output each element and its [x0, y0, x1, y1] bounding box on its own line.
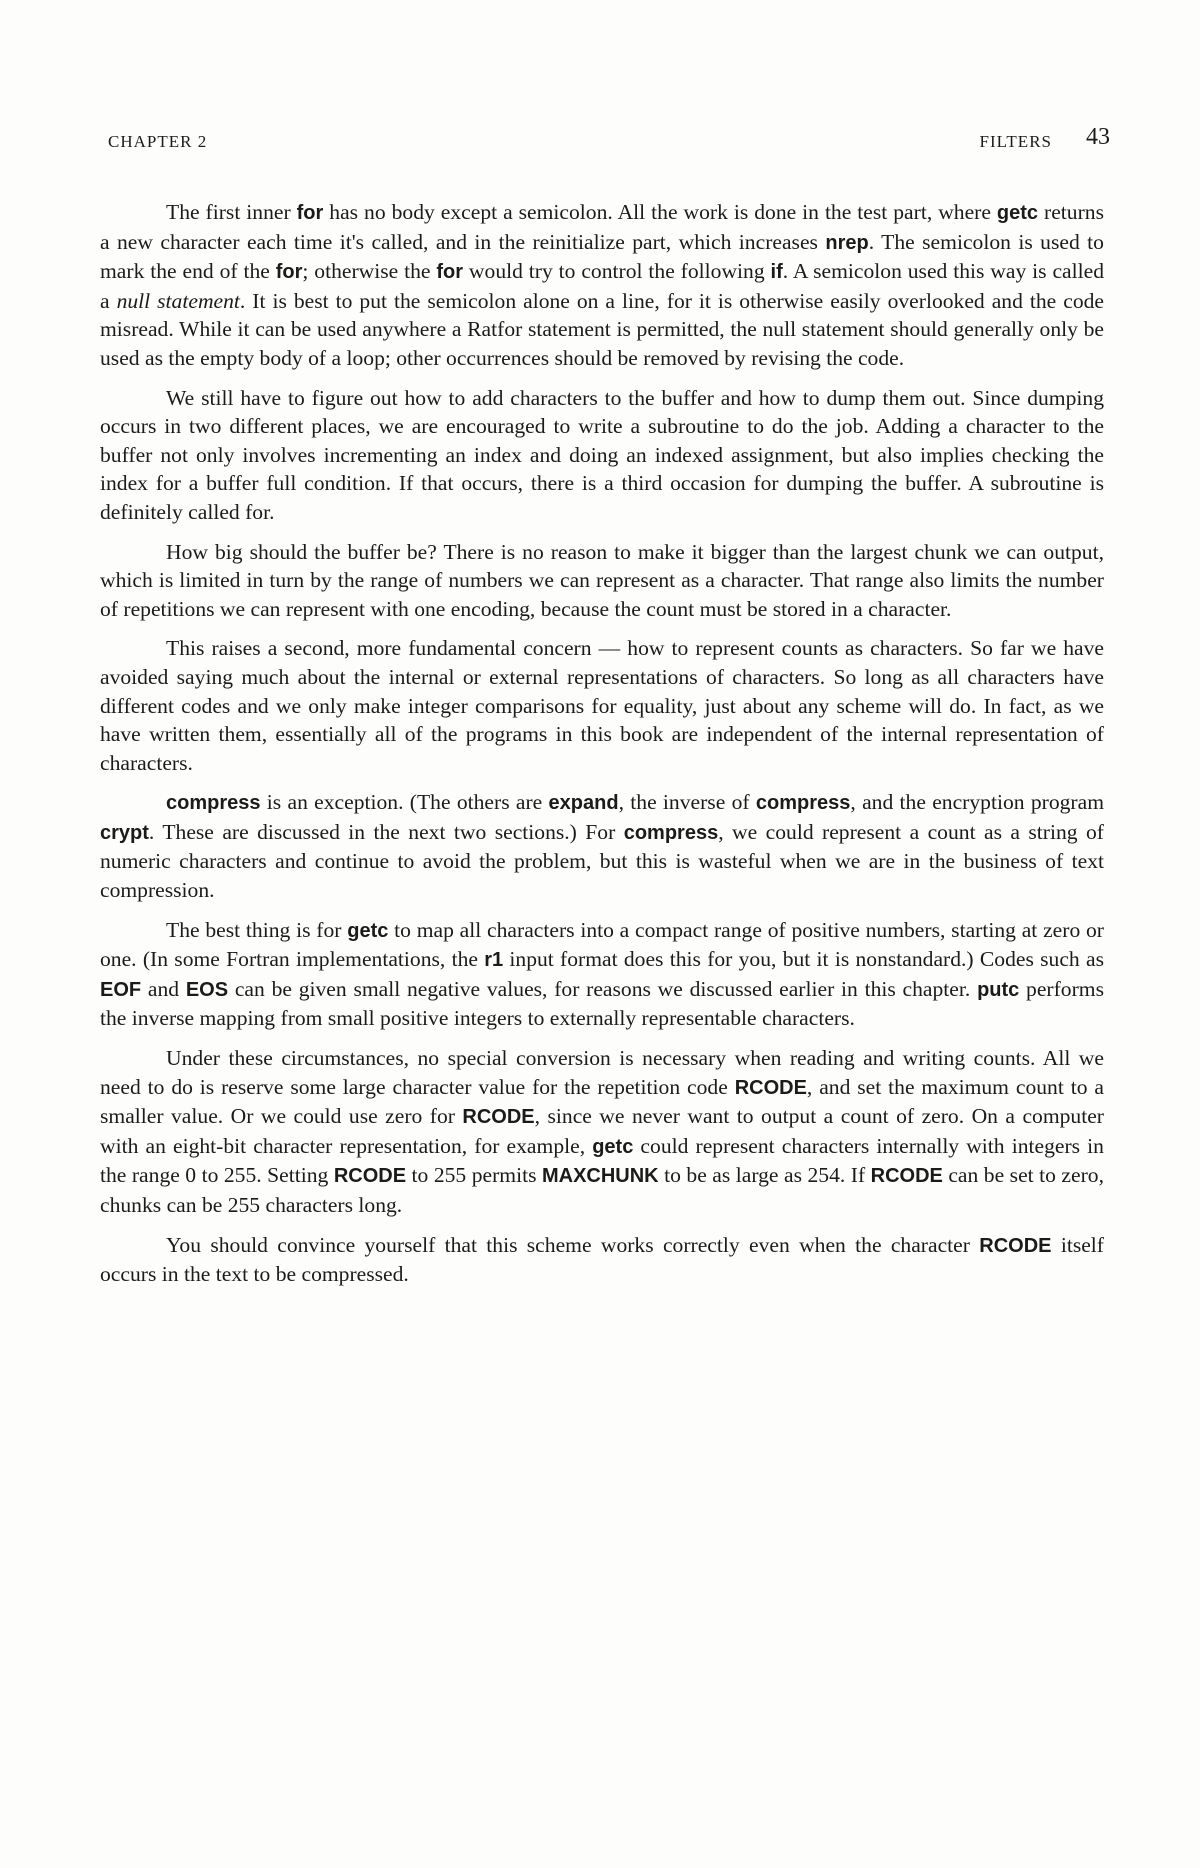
code-term: EOS [185, 978, 229, 1001]
text-run: . It is best to put the semicolon alone on a line, for it is otherwise easily overlooked and the code misread. While it can be used anywhere a Ratfor statement is permitted, the null statement should generally only be used as the empty body of a loop; other occurrences should be removed by revising the code. [100, 288, 1110, 370]
text-run: How big should the buffer be? There is no reason to make it bigger than the largest chunk we can output, which is limited in turn by the range of numbers we can represent as a character. That range also limits the number of repetitions we can represent with one encoding, because the count must be stored in a character. [100, 539, 1110, 621]
text-run: The best thing is for [166, 917, 348, 942]
paragraph [100, 384, 1110, 527]
code-term: RCODE [734, 1076, 807, 1099]
paragraph [100, 1044, 1110, 1220]
paragraph [100, 788, 1110, 904]
text-run: . The semicolon is used to mark the end of the [100, 229, 1110, 284]
text-run: , and the encryption program [850, 790, 1110, 815]
text-run: ; otherwise the [302, 259, 437, 284]
code-term: r1 [484, 949, 504, 972]
running-head [108, 124, 1110, 154]
code-term: if [770, 261, 783, 284]
body-text [100, 198, 1110, 1300]
code-term: EOF [100, 978, 142, 1001]
text-run: can be set to zero, chunks can be 255 characters long. [100, 1163, 1110, 1217]
text-run: This raises a second, more fundamental concern — how to represent counts as characters. So far we have avoided saying much about the internal or external representations of characters. So long as all characters have different codes and we only make integer comparisons for equality, just about any scheme will do. In fact, as we have written them, essentially all of the programs in this book are independent of the internal representation of characters. [100, 636, 1110, 775]
section-label: FILTERS [979, 132, 1052, 151]
text-run: You should convince yourself that this scheme works correctly even when the character [166, 1232, 980, 1257]
text-run: , the inverse of [618, 790, 756, 815]
page-number: 43 [1086, 124, 1110, 150]
text-run: and [141, 976, 186, 1001]
code-term: RCODE [462, 1106, 535, 1129]
text-run: would try to control the following [463, 259, 771, 284]
emphasized-term: null statement [116, 288, 240, 313]
text-run: The first inner [166, 200, 297, 224]
code-term: RCODE [333, 1165, 407, 1188]
code-term: putc [977, 978, 1020, 1001]
text-run: , we could represent a count as a string of numeric characters and continue to avoid the problem, but this is wasteful when we are in the business of text compression. [100, 819, 1110, 903]
text-run: could represent characters internally with integers in the range 0 to 255. Setting [100, 1133, 1110, 1188]
text-run: can be given small negative values, for reasons we discussed earlier in this chapter. [228, 976, 978, 1001]
code-term: for [275, 261, 303, 284]
paragraph [100, 198, 1110, 373]
paragraph [100, 634, 1110, 777]
code-term: getc [592, 1135, 634, 1158]
text-run: . These are discussed in the next two sections.) For [148, 819, 624, 844]
code-term: compress [166, 792, 261, 815]
code-term: getc [996, 202, 1039, 224]
code-term: RCODE [979, 1234, 1052, 1257]
paragraph [100, 538, 1110, 624]
text-run: Under these circumstances, no special conversion is necessary when reading and writing counts. All we need to do is reserve some large character value for the repetition code [100, 1046, 1110, 1099]
code-term: compress [623, 821, 719, 844]
text-run: , and set the maximum count to a smaller value. Or we could use zero for [100, 1074, 1110, 1129]
paragraph [100, 916, 1110, 1033]
paragraph [100, 1231, 1110, 1289]
code-term: expand [548, 792, 619, 815]
text-run: itself occurs in the text to be compressed. [100, 1232, 1110, 1287]
text-run: returns a new character each time it's called, and in the reinitialize part, which increases [100, 200, 1110, 254]
chapter-label: CHAPTER 2 [108, 132, 208, 151]
code-term: for [296, 202, 324, 224]
text-run: input format does this for you, but it is nonstandard.) Codes such as [503, 947, 1110, 972]
text-run: to map all characters into a compact range of positive numbers, starting at zero or one. (In some Fortran implementations, the [100, 917, 1110, 972]
text-run: , since we never want to output a count of zero. On a computer with an eight-bit character representation, for example, [100, 1104, 1110, 1158]
text-run: performs the inverse mapping from small positive integers to externally representable characters. [100, 976, 1110, 1031]
text-run: has no body except a semicolon. All the work is done in the test part, where [323, 200, 997, 224]
code-term: compress [755, 792, 851, 815]
text-run: to be as large as 254. If [658, 1163, 871, 1188]
code-term: MAXCHUNK [541, 1165, 659, 1188]
text-run: is an exception. (The others are [260, 790, 549, 815]
code-term: for [436, 261, 464, 284]
code-term: crypt [100, 821, 149, 844]
text-run: We still have to figure out how to add characters to the buffer and how to dump them out. Since dumping occurs in two different places, we are encouraged to write a subroutine to do the job. Adding a character to the buffer not only involves incrementing an index and doing an indexed assignment, but also implies checking the index for a buffer full condition. If that occurs, there is a third occasion for dumping the buffer. A subroutine is definitely called for. [100, 385, 1110, 524]
code-term: nrep [825, 231, 869, 254]
text-run: . A semicolon used this way is called a [100, 259, 1110, 313]
code-term: getc [347, 919, 389, 942]
code-term: RCODE [870, 1165, 943, 1188]
text-run: to 255 permits [406, 1163, 542, 1188]
